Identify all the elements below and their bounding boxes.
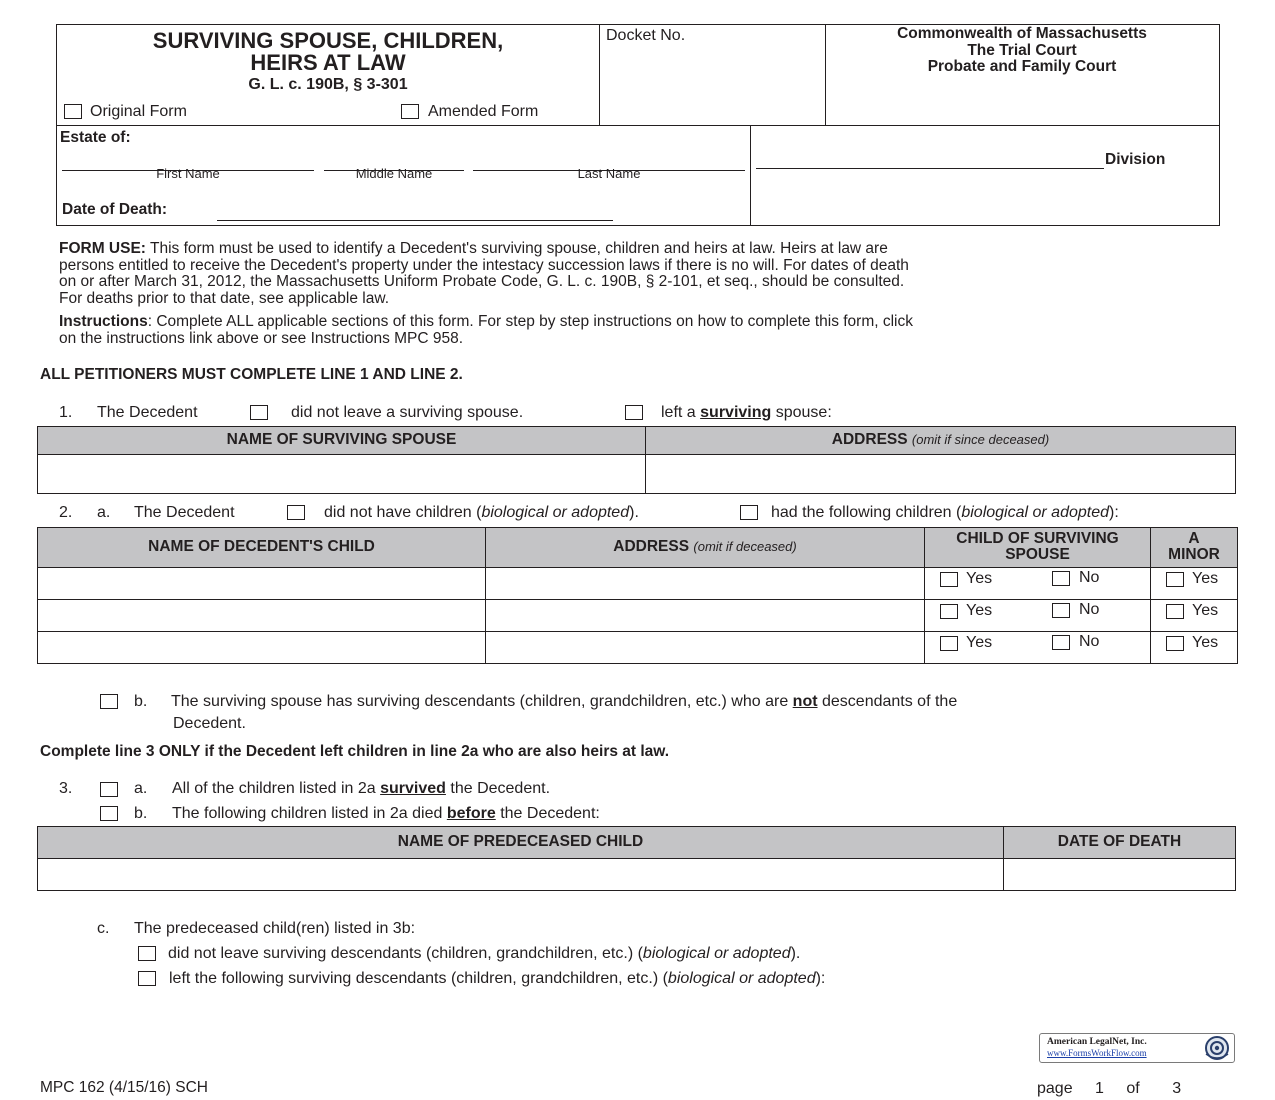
had-children-bio: biological or adopted (961, 504, 1110, 521)
child-row-1-minor-yes-label: Yes (1192, 570, 1219, 587)
line3a-text (172, 780, 550, 798)
spouse-text: spouse: (775, 404, 832, 421)
line2-a: a. (97, 504, 111, 521)
line2b-text-2: descendants of the (822, 693, 958, 710)
court-line3: Probate and Family Court (927, 58, 1117, 75)
child-row-1-minor-yes-checkbox[interactable] (1166, 572, 1184, 587)
predeceased-col-date: DATE OF DEATH (1057, 832, 1182, 850)
line2-decedent: The Decedent (134, 504, 235, 521)
children-col-name: NAME OF DECEDENT'S CHILD (148, 538, 375, 555)
no-children-end: ). (629, 504, 639, 521)
first-name-caption: First Name (156, 166, 220, 181)
no-children-checkbox[interactable] (287, 505, 305, 520)
child-row-3-name[interactable] (38, 632, 484, 663)
line2b-text-3: Decedent. (173, 715, 246, 732)
instructions-text-1: : Complete ALL applicable sections of this form. For step by step instructions on how to complete this form, click (147, 313, 914, 330)
amended-form-checkbox[interactable] (401, 104, 419, 119)
child-row-1-spouse-yes-checkbox[interactable] (940, 572, 958, 587)
spouse-address-cell[interactable] (646, 455, 1235, 493)
child-row-1-spouse-no-label: No (1079, 569, 1100, 586)
children-address-note: (omit if deceased) (693, 539, 797, 554)
predeceased-name-cell[interactable] (38, 859, 1002, 890)
page-num: 1 (1095, 1080, 1104, 1097)
minor-line1: A (1188, 530, 1200, 547)
division-input[interactable] (756, 168, 1104, 169)
surviving-text: surviving (700, 404, 772, 421)
children-address-label: ADDRESS (613, 538, 690, 555)
form-use-text-4: For deaths prior to that date, see applicable law. (59, 289, 390, 307)
child-row-2-minor-yes-checkbox[interactable] (1166, 604, 1184, 619)
child-row-2-spouse-no-label: No (1079, 601, 1100, 618)
footer-form-id: MPC 162 (4/15/16) SCH (40, 1079, 208, 1096)
line3c-opt1-start: did not leave surviving descendants (children, grandchildren, etc.) ( (168, 945, 643, 962)
original-form-checkbox[interactable] (64, 104, 82, 119)
child-row-2-spouse-no-checkbox[interactable] (1052, 603, 1070, 618)
child-row-3-minor-yes-label: Yes (1192, 634, 1219, 651)
line3a-survived: survived (380, 780, 446, 797)
form-use-paragraph (59, 241, 1234, 307)
american-legalnet-logo[interactable] (1039, 1033, 1235, 1063)
page-indicator (1037, 1080, 1181, 1098)
docket-label: Docket No. (606, 27, 686, 44)
line3a-text-1: All of the children listed in 2a (172, 780, 376, 797)
spouse-col-address (646, 427, 1235, 453)
line3c-text: The predeceased child(ren) listed in 3b: (134, 920, 416, 937)
line3b-checkbox[interactable] (100, 806, 118, 821)
docket-input[interactable] (606, 50, 818, 120)
date-of-death-label: Date of Death: (62, 201, 168, 218)
line3b-before: before (446, 805, 496, 822)
child-row-3-spouse-yes-checkbox[interactable] (940, 636, 958, 651)
statute: G. L. c. 190B, § 3-301 (248, 76, 408, 93)
child-row-2-spouse-yes-checkbox[interactable] (940, 604, 958, 619)
line2-number: 2. (59, 504, 73, 521)
line3c-opt1-checkbox[interactable] (138, 946, 156, 961)
line3a-text-2: the Decedent. (450, 780, 551, 797)
had-children-checkbox[interactable] (740, 505, 758, 520)
line3a-letter: a. (134, 780, 148, 797)
line3-note: Complete line 3 ONLY if the Decedent left children in line 2a who are also heirs at law. (40, 743, 670, 760)
line3c-opt1-end: ). (790, 945, 801, 962)
child-row-2-spouse-yes-label: Yes (966, 602, 993, 619)
line3c-opt2-bio: biological or adopted (667, 970, 816, 987)
spouse-address-note: (omit if since deceased) (911, 432, 1050, 447)
child-row-3-minor-yes-checkbox[interactable] (1166, 636, 1184, 651)
header-hline (56, 125, 1220, 126)
child-of-spouse-line1: CHILD OF SURVIVING (956, 530, 1119, 547)
predeceased-date-cell[interactable] (1004, 859, 1235, 890)
line3b-text-1: The following children listed in 2a died (172, 805, 443, 822)
spouse-name-cell[interactable] (38, 455, 644, 493)
form-use-label: FORM USE: (59, 240, 146, 257)
line2b-letter: b. (134, 693, 148, 710)
form-use-text-1: This form must be used to identify a Decedent's surviving spouse, children and heirs at law. Heirs at law are (150, 240, 888, 257)
amended-form-label: Amended Form (428, 103, 539, 120)
instructions-paragraph (59, 314, 1234, 347)
header-divider-1 (599, 24, 600, 125)
no-children-bio: biological or adopted (481, 504, 630, 521)
page-label: page (1037, 1080, 1073, 1097)
child-row-2-address[interactable] (486, 600, 923, 631)
child-row-3-spouse-no-checkbox[interactable] (1052, 635, 1070, 650)
children-col-child-of-spouse (925, 528, 1150, 566)
line3c-opt2-checkbox[interactable] (138, 971, 156, 986)
predeceased-col-name: NAME OF PREDECEASED CHILD (397, 832, 644, 850)
line1-number: 1. (59, 404, 73, 421)
no-children-label (324, 504, 639, 522)
child-row-1-address[interactable] (486, 568, 923, 599)
had-children-label (771, 504, 1119, 522)
line3-number: 3. (59, 780, 73, 797)
line3a-checkbox[interactable] (100, 782, 118, 797)
logo-line2: www.FormsWorkFlow.com (1047, 1048, 1147, 1058)
children-col-address (486, 528, 924, 566)
of-label: of (1126, 1080, 1140, 1097)
logo-line1: American LegalNet, Inc. (1047, 1037, 1147, 1047)
left-a-text: left a (661, 404, 696, 421)
globe-icon (1202, 1035, 1232, 1061)
last-name-caption: Last Name (577, 166, 641, 181)
form-use-text-3: on or after March 31, 2012, the Massachusetts Uniform Probate Code, G. L. c. 190B, § 2-101, et seq., should be consulted. (59, 273, 905, 290)
left-spouse-checkbox[interactable] (625, 405, 643, 420)
page-total: 3 (1172, 1080, 1182, 1097)
child-row-3-address[interactable] (486, 632, 923, 663)
division-label: Division (1105, 151, 1166, 168)
form-title-line1: SURVIVING SPOUSE, CHILDREN, (152, 28, 504, 53)
original-form-label: Original Form (90, 103, 187, 120)
form-title-line2: HEIRS AT LAW (250, 50, 406, 75)
date-of-death-input[interactable] (217, 220, 613, 221)
had-children-end: ): (1109, 504, 1119, 521)
line3b-letter: b. (134, 805, 148, 822)
line3b-text-2: the Decedent: (500, 805, 600, 822)
spouse-col-name: NAME OF SURVIVING SPOUSE (226, 430, 457, 448)
line2b-text (171, 693, 957, 711)
minor-line2: MINOR (1168, 546, 1220, 563)
line3c-opt1-bio: biological or adopted (642, 945, 791, 962)
line3c-letter: c. (97, 920, 110, 937)
form-use-text-2: persons entitled to receive the Decedent's property under the intestacy succession laws if there is no will. For dates of death (59, 256, 909, 274)
child-row-3-spouse-yes-label: Yes (966, 634, 993, 651)
had-children-text: had the following children ( (771, 504, 962, 521)
line3c-opt2-label (169, 970, 825, 988)
child-of-spouse-line2: SPOUSE (1005, 546, 1070, 563)
estate-label: Estate of: (60, 129, 131, 146)
children-col-minor (1151, 528, 1237, 566)
line1-decedent: The Decedent (97, 404, 198, 421)
child-row-3-spouse-no-label: No (1079, 633, 1100, 650)
court-line1: Commonwealth of Massachusetts (897, 25, 1147, 42)
instructions-text-2: on the instructions link above or see Instructions MPC 958. (59, 329, 464, 347)
line2b-not: not (792, 693, 818, 710)
no-spouse-label: did not leave a surviving spouse. (291, 404, 524, 421)
child-row-1-spouse-no-checkbox[interactable] (1052, 571, 1070, 586)
estate-divider (750, 125, 751, 226)
middle-name-caption: Middle Name (355, 166, 433, 181)
instructions-label: Instructions (59, 313, 148, 330)
line3c-opt1-label (168, 945, 800, 963)
child-row-1-spouse-yes-label: Yes (966, 570, 993, 587)
child-row-2-name[interactable] (38, 600, 484, 631)
child-row-1-name[interactable] (38, 568, 484, 599)
no-children-text: did not have children ( (324, 504, 482, 521)
line2b-checkbox[interactable] (100, 694, 118, 709)
no-spouse-checkbox[interactable] (250, 405, 268, 420)
line3c-opt2-start: left the following surviving descendants (children, grandchildren, etc.) ( (169, 970, 668, 987)
line3b-text (172, 805, 600, 823)
line2b-text-1: The surviving spouse has surviving descendants (children, grandchildren, etc.) who are (171, 693, 789, 710)
court-line2: The Trial Court (967, 42, 1077, 59)
line3c-opt2-end: ): (815, 970, 826, 987)
child-row-2-minor-yes-label: Yes (1192, 602, 1219, 619)
spouse-address-label: ADDRESS (831, 431, 908, 448)
left-spouse-label (661, 404, 832, 422)
all-petitioners-note: ALL PETITIONERS MUST COMPLETE LINE 1 AND LINE 2. (40, 366, 463, 383)
